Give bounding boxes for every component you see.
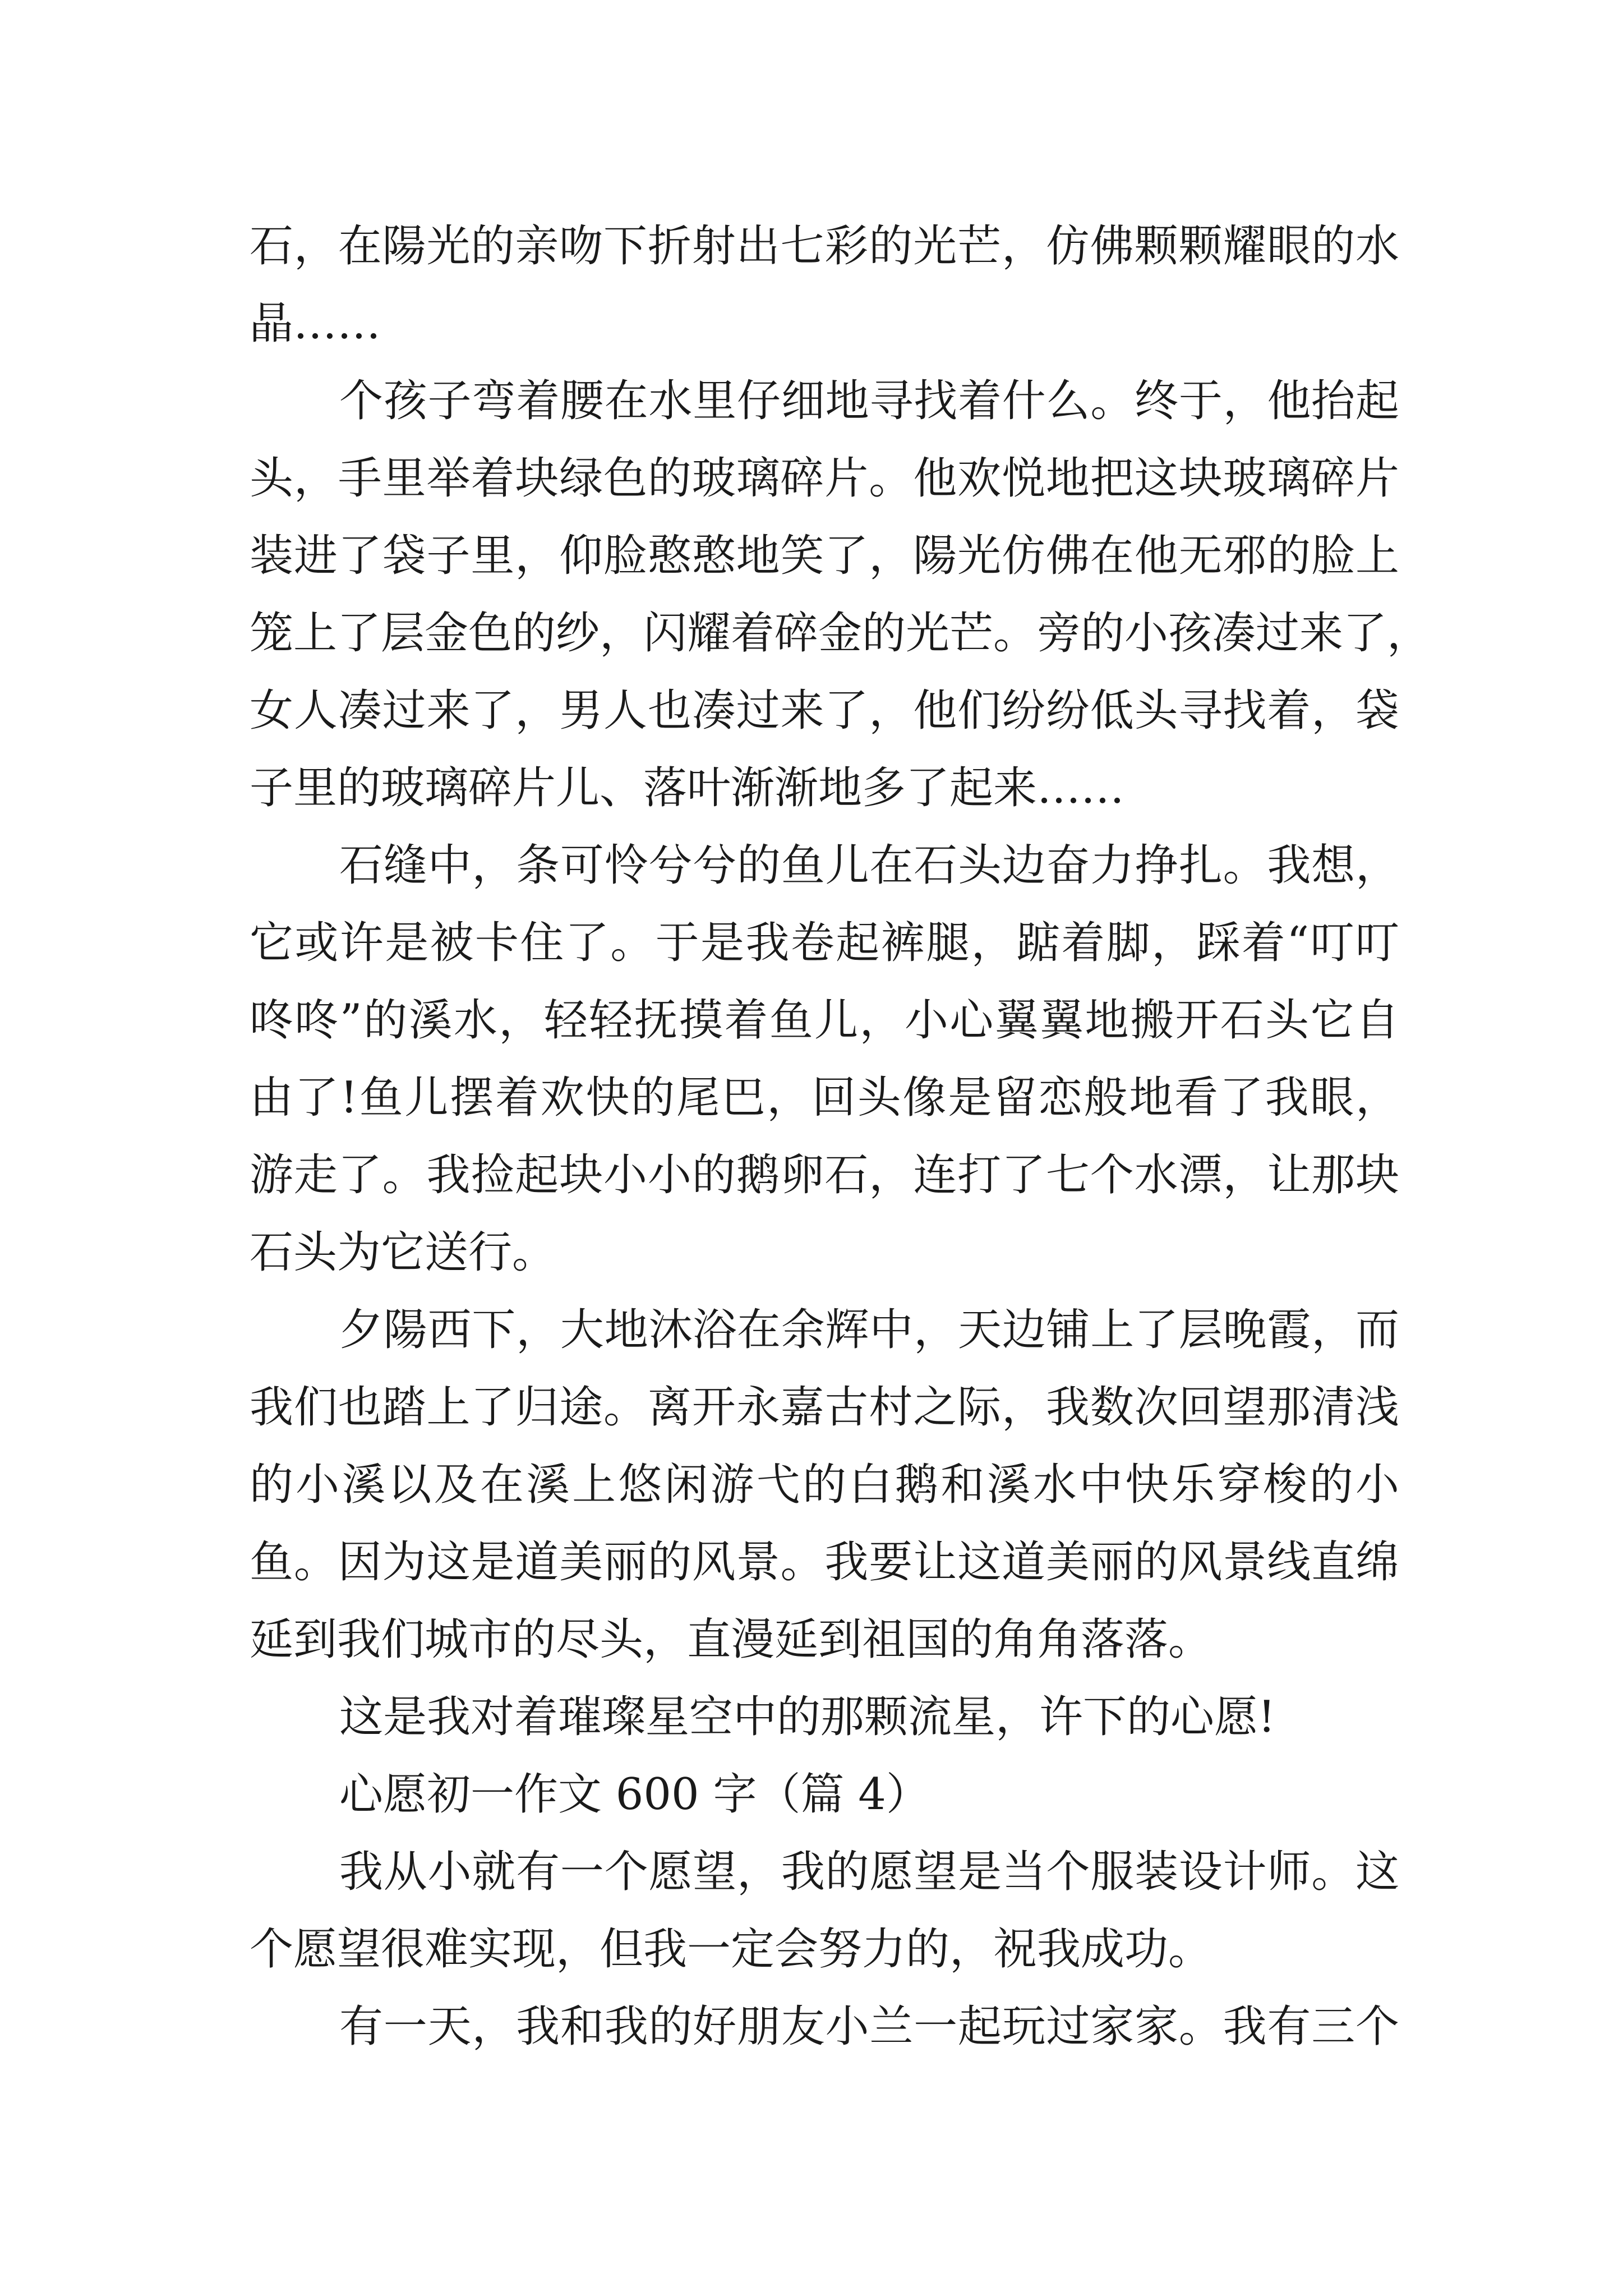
- text-line: 我从小就有一个愿望，我的愿望是当个服装设计师。这: [339, 1847, 1399, 1897]
- text-line: 游走了。我捡起块小小的鹅卵石，连打了七个水漂，让那块: [250, 1150, 1399, 1200]
- text-line: 它或许是被卡住了。于是我卷起裤腿，踮着脚，踩着“叮叮: [250, 918, 1399, 968]
- text-line: 夕陽西下，大地沐浴在余辉中，天边铺上了层晚霞，而: [339, 1305, 1399, 1355]
- text-line: 延到我们城市的尽头，直漫延到祖国的角角落落。: [250, 1614, 1212, 1665]
- text-line: 个孩子弯着腰在水里仔细地寻找着什么。终于，他抬起: [339, 376, 1399, 426]
- text-line: 子里的玻璃碎片儿、落叶渐渐地多了起来……: [250, 763, 1125, 813]
- text-line: 装进了袋子里，仰脸憨憨地笑了，陽光仿佛在他无邪的脸上: [250, 531, 1399, 581]
- text-line: 鱼。因为这是道美丽的风景。我要让这道美丽的风景线直绵: [250, 1537, 1399, 1588]
- text-line: 女人凑过来了，男人也凑过来了，他们纷纷低头寻找着，袋: [250, 685, 1399, 736]
- text-line: 头，手里举着块绿色的玻璃碎片。他欢悦地把这块玻璃碎片: [250, 453, 1399, 504]
- text-line: 个愿望很难实现，但我一定会努力的，祝我成功。: [250, 1924, 1212, 1975]
- text-line: 咚咚”的溪水，轻轻抚摸着鱼儿，小心翼翼地搬开石头它自: [250, 995, 1399, 1046]
- text-line: 由了!鱼儿摆着欢快的尾巴，回头像是留恋般地看了我眼，: [250, 1073, 1399, 1123]
- document-body: [250, 208, 1431, 2065]
- text-line: 我们也踏上了归途。离开永嘉古村之际，我数次回望那清浅: [250, 1382, 1399, 1433]
- text-line: 的小溪以及在溪上悠闲游弋的白鹅和溪水中快乐穿梭的小: [250, 1460, 1399, 1510]
- text-line: 笼上了层金色的纱，闪耀着碎金的光芒。旁的小孩凑过来了，: [250, 608, 1431, 659]
- section-heading: 心愿初一作文 600 字（篇 4）: [339, 1769, 930, 1820]
- text-line: 石缝中，条可怜兮兮的鱼儿在石头边奋力挣扎。我想，: [339, 840, 1399, 891]
- text-line: 这是我对着璀璨星空中的那颗流星，许下的心愿!: [339, 1692, 1276, 1742]
- text-line: 石，在陽光的亲吻下折射出七彩的光芒，仿佛颗颗耀眼的水: [250, 221, 1399, 272]
- text-line: 有一天，我和我的好朋友小兰一起玩过家家。我有三个: [339, 2001, 1399, 2052]
- text-line: 石头为它送行。: [250, 1227, 556, 1278]
- text-line: 晶……: [250, 298, 381, 349]
